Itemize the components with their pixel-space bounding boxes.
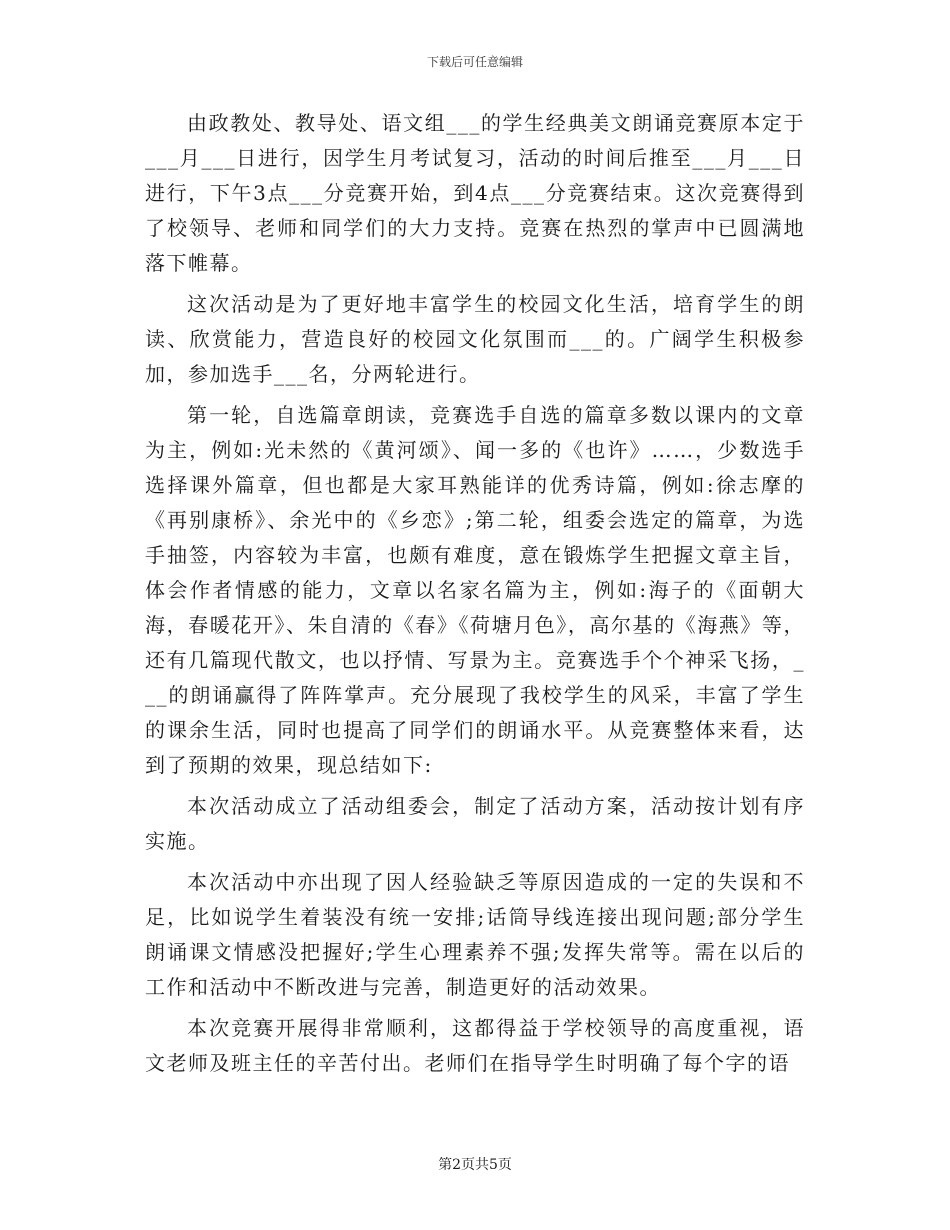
paragraph-1: 由政教处、教导处、语文组___的学生经典美文朗诵竞赛原本定于___月___日进行，因学生月考试复习，活动的时间后推至___月___日进行，下午3点___分竞赛开始，到4点___分竞赛结束。这次竞赛得到了校领导、老师和同学们的大力支持。竞赛在热烈的掌声中已圆满地落下帷幕。 xyxy=(145,111,805,275)
page-footer: 第2页共5页 xyxy=(438,1157,512,1173)
page-header: 下载后可任意编辑 xyxy=(426,55,523,69)
paragraph-2: 这次活动是为了更好地丰富学生的校园文化生活，培育学生的朗读、欣赏能力，营造良好的校园文化氛围而___的。广阔学生积极参加，参加选手___名，分两轮进行。 xyxy=(145,292,805,386)
paragraph-3: 第一轮，自选篇章朗读，竞赛选手自选的篇章多数以课内的文章为主，例如:光未然的《黄河颂》、闻一多的《也许》……，少数选手选择课外篇章，但也都是大家耳熟能详的优秀诗篇，例如:徐志摩的《再别康桥》、余光中的《乡恋》;第二轮，组委会选定的篇章，为选手抽签，内容较为丰富，也颇有难度，意在锻炼学生把握文章主旨，体会作者情感的能力，文章以名家名篇为主，例如:海子的《面朝大海，春暖花开》、朱自清的《春》《荷塘月色》，高尔基的《海燕》等，还有几篇现代散文，也以抒情、写景为主。竞赛选手个个神采飞扬，___的朗诵赢得了阵阵掌声。充分展现了我校学生的风采，丰富了学生的课余生活，同时也提高了同学们的朗诵水平。从竞赛整体来看，达到了预期的效果，现总结如下: xyxy=(145,403,805,777)
paragraph-4: 本次活动成立了活动组委会，制定了活动方案，活动按计划有序实施。 xyxy=(145,794,805,853)
document-body xyxy=(145,106,805,1087)
paragraph-5: 本次活动中亦出现了因人经验缺乏等原因造成的一定的失误和不足，比如说学生着装没有统一安排;话筒导线连接出现问题;部分学生朗诵课文情感没把握好;学生心理素养不强;发挥失常等。需在以后的工作和活动中不断改进与完善，制造更好的活动效果。 xyxy=(145,870,805,999)
paragraph-6: 本次竞赛开展得非常顺利，这都得益于学校领导的高度重视，语文老师及班主任的辛苦付出。老师们在指导学生时明确了每个字的语 xyxy=(145,1016,805,1075)
